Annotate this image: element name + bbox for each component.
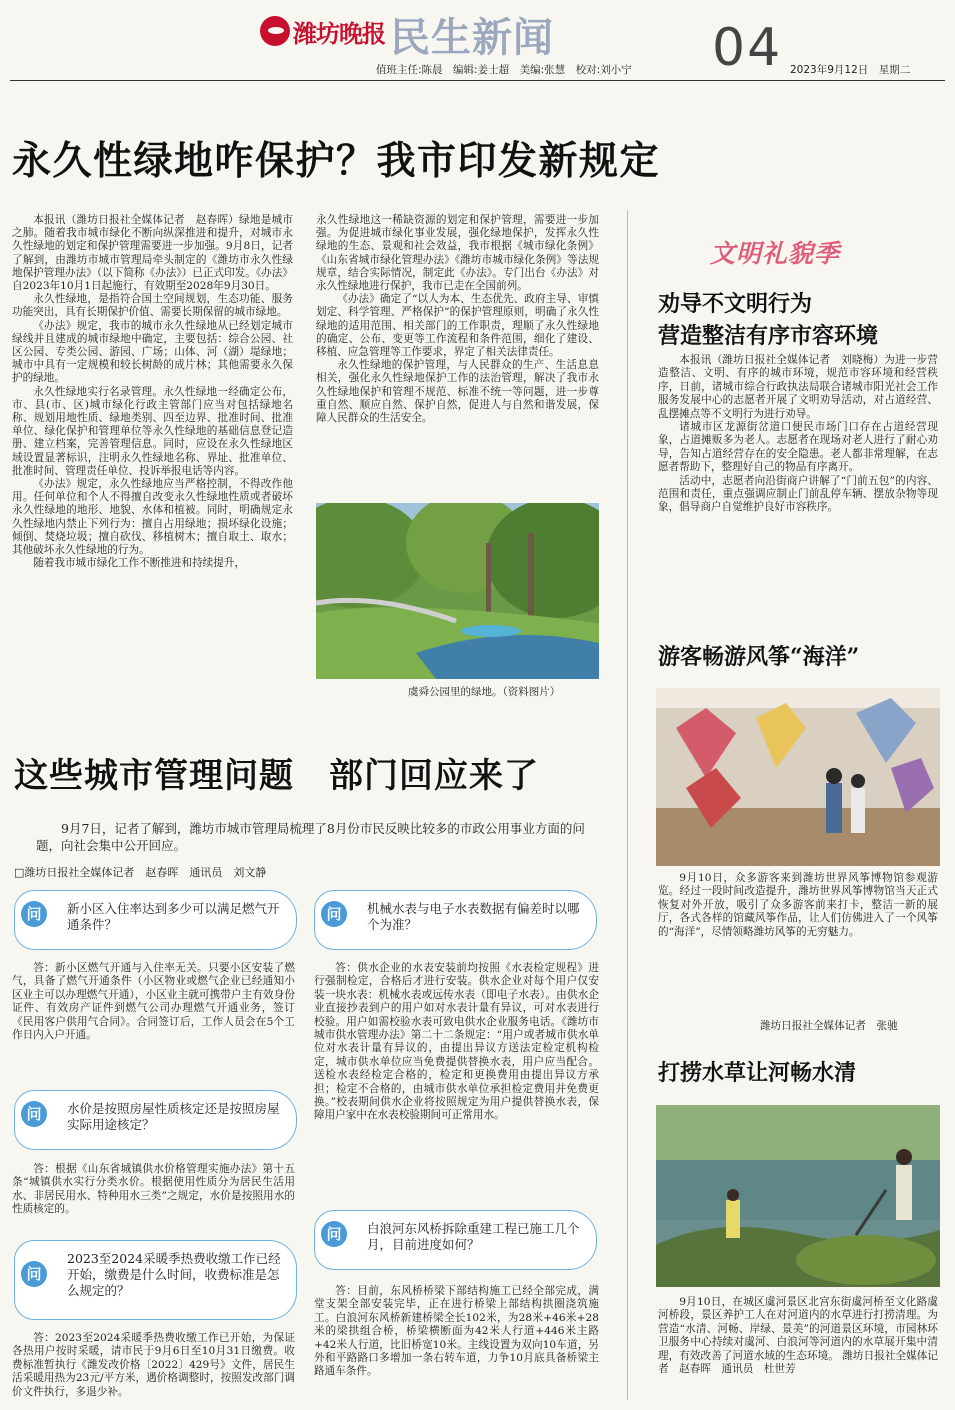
- answer-text: 答：新小区燃气开通与入住率无关。只要小区安装了燃气，具备了燃气开通条件（小区物业或燃气企业已经通知小区业主可以办理燃气开通），小区业主就可携带户主有效身份证件、有效房产证件到燃气公司办理燃气开通业务，签订《民用客户供用气合同》。合同签订后，工作人员会在5个工作日内入户开通。: [12, 962, 295, 1042]
- question-icon: 问: [21, 1101, 47, 1127]
- paragraph: 永久性绿地实行名录管理。永久性绿地一经确定公布，市、县(市、区)城市绿化行政主管部门应当对包括绿地名称、规划用地性质、绿地类别、四至边界、批准时间、批准单位、绿化保护和管理单位等永久性绿地的基础信息登记造册、建立档案，完善管理信息。同时，应设在永久性绿地区域设置显著标识，注明永久性绿地名称、界址、批准单位、批准时间、管理责任单位、投诉举报电话等内容。: [12, 385, 293, 477]
- sidebar-story3-title: 打捞水草让河畅水清: [658, 1060, 857, 1086]
- paragraph: 诸城市区龙源街岔道口便民市场门口存在占道经营现象，占道摊贩多为老人。志愿者在现场对老人进行了耐心劝导，告知占道经营存在的安全隐患。老人都非常理解，在志愿者帮助下，整理好自己的物品有序离开。: [658, 421, 938, 474]
- question-bubble: [14, 890, 297, 950]
- article2-lead: [36, 820, 596, 854]
- park-photo: [316, 503, 599, 679]
- river-cleanup-photo: [656, 1105, 940, 1287]
- paragraph: 《办法》规定，永久性绿地应当严格控制，不得改作他用。任何单位和个人不得擅自改变永久性绿地性质或者破坏永久性绿地的地形、地貌、水体和植被。同时，明确规定永久性绿地内禁止下列行为：擅自占用绿地；损坏绿化设施；倾倒、焚烧垃圾；擅自砍伐、移植树木；擅自取土、取水；其他破坏永久性绿地的行为。: [12, 478, 293, 557]
- article1-headline: 永久性绿地咋保护？我市印发新规定: [12, 139, 661, 184]
- question-text: 2023至2024采暖季热费收缴工作已经开始，缴费是什么时间，收费标准是怎么规定的？: [67, 1251, 281, 1298]
- answer-text: 答：供水企业的水表安装前均按照《水表检定规程》进行强制检定，合格后才进行安装。供水企业对每个用户仅安装一块水表：机械水表或远传水表（即电子水表）。由供水企业直接抄表到户的用户如对水表计量有异议，可对水表进行校验。用户如需校验水表可致电供水企业服务电话。《潍坊市城市供水管理办法》第二十二条规定：“用户或者城市供水单位对水表计量有异议的，由提出异议方送法定检定机构检定，城市供水单位应当免费提供替换水表，用户应当配合。送检水表经检定合格的，检定和更换费用由提出异议方承担；检定不合格的，由城市供水单位承担检定费用并免费更换。”校表期间供水企业将按照规定为用户提供替换水表，保障用户家中在水表校验期间可正常用水。: [314, 962, 599, 1122]
- title-line: 营造整洁有序市容环境: [658, 323, 879, 349]
- paragraph: 《办法》确定了“以人为本、生态优先、政府主导、审慎划定、科学管理、严格保护”的保护管理原则，明确了永久性绿地的适用范围、相关部门的工作职责，理顺了永久性绿地的确定、公布、变更等工作流程和条件范围，细化了建设、移植、应急管理等工作要求，界定了相关法律责任。: [316, 293, 599, 359]
- answer-text: 答：目前，东风桥桥梁下部结构施工已经全部完成，满堂支架全部安装完毕，正在进行桥梁上部结构拱圈浇筑施工。白浪河东风桥新建桥梁全长102米，为28米+46米+28米的梁拱组合桥，桥梁横断面为42米人行道+446米主路+42米人行道，比旧桥宽10米。主线设置为双向10车道，另外和平路路口多增加一条右转车道，力争10月底具备桥梁主路通车条件。: [314, 1285, 599, 1378]
- question-bubble: [314, 1210, 597, 1270]
- river-cleanup-illustration-icon: [656, 1105, 940, 1287]
- river-photo-caption: [658, 1296, 938, 1376]
- question-bubble: [314, 890, 597, 950]
- question-icon: 问: [21, 901, 47, 927]
- section-title: 民生新闻: [390, 14, 554, 61]
- answer-text: 答：2023至2024采暖季热费收缴工作已开始，为保证各热用户按时采暖，请市民于9月6日至10月31日缴费。收费标准暂执行《潍发改价格〔2022〕429号》文件，居民生活采暖用热为23元/平方米，遇价格调整时，按照发改部门调价文件执行，多退少补。: [12, 1332, 295, 1398]
- article1-column-2: [316, 214, 599, 425]
- paragraph: 永久性绿地的保护管理，与人民群众的生产、生活息息相关，强化永久性绿地保护工作的法治管理，解决了我市永久性绿地保护和管理不规范、标准不统一等问题，进一步尊重自然、顺应自然、保护自然，促进人与自然和谐发展，保障人民群众的生活安全。: [316, 359, 599, 425]
- lead-text: 9月7日，记者了解到，潍坊市城市管理局梳理了8月份市民反映比较多的市政公用事业方面的问题，向社会集中公开回应。: [36, 821, 585, 853]
- kite-museum-illustration-icon: [656, 688, 940, 866]
- sidebar-divider: [627, 210, 628, 1400]
- park-illustration-icon: [316, 503, 599, 679]
- question-bubble: [14, 1240, 297, 1320]
- river-photo-credit: 潍坊日报社全媒体记者 赵春晖 通讯员 杜世芳: [658, 1349, 939, 1376]
- paragraph: 随着我市城市绿化工作不断推进和持续提升，: [33, 557, 246, 570]
- sidebar-story2-title: 游客畅游风筝“海洋”: [658, 644, 860, 670]
- paragraph: 永久性绿地这一稀缺资源的划定和保护管理，需要进一步加强。为促进城市绿化事业发展，强化绿地保护，发挥永久性绿地的生态、景观和社会效益，我市根据《城市绿化条例》《山东省城市绿化管理办法》《潍坊市城市绿化条例》等法规规章，结合实际情况，制定此《办法》。专门出台《办法》对永久性绿地进行保护，我市已走在全国前列。: [316, 214, 599, 293]
- sidebar-story1-title: [658, 288, 878, 352]
- question-icon: 问: [21, 1261, 47, 1287]
- kite-museum-photo: [656, 688, 940, 866]
- campaign-logo: 文明礼貌季: [710, 239, 841, 268]
- article1-column-1: [12, 214, 293, 570]
- park-photo-caption: 虞舜公园里的绿地。（资料图片）: [408, 686, 561, 698]
- title-line: 劝导不文明行为: [658, 291, 813, 317]
- newspaper-logo: 潍坊晚报: [293, 19, 385, 48]
- article2-byline: □潍坊日报社全媒体记者 赵春晖 通讯员 刘文静: [14, 866, 267, 879]
- masthead-divider: [10, 80, 945, 81]
- caption-text: 9月10日，在城区虞河景区北宫东街虞河桥至文化路虞河桥段，景区养护工人在对河道内的水草进行打捞清理。为营造“水清、河畅、岸绿、景美”的河道景区环境，市园林环卫服务中心持续对虞河、白浪河等河道内的水草展开集中清理，有效改善了河道水域的生态环境。: [658, 1296, 938, 1362]
- question-text: 机械水表与电子水表数据有偏差时以哪个为准？: [367, 901, 580, 932]
- question-text: 水价是按照房屋性质核定还是按照房屋实际用途核定？: [67, 1101, 280, 1132]
- question-icon: 问: [321, 901, 347, 927]
- editor-credits: 值班主任:陈晨 编辑:姜士超 美编:张慧 校对:刘小宁: [376, 64, 632, 76]
- paragraph: 本报讯（潍坊日报社全媒体记者 刘晓梅）为进一步营造整洁、文明、有序的城市环境，规范市容环境和经营秩序，日前，诸城市综合行政执法局联合诸城市阳光社会工作服务发展中心的志愿者开展了文明劝导活动，对占道经营、乱摆摊点等不文明行为进行劝导。: [658, 354, 938, 420]
- page-number: 04: [712, 18, 783, 78]
- article2-headline: 这些城市管理问题 部门回应来了: [14, 756, 539, 796]
- question-text: 新小区入住率达到多少可以满足燃气开通条件？: [67, 901, 280, 932]
- question-bubble: [14, 1090, 297, 1150]
- newspaper-logo-icon: [260, 16, 290, 46]
- issue-date: 2023年9月12日 星期二: [790, 64, 911, 76]
- caption-text: 9月10日，众多游客来到潍坊世界风筝博物馆参观游览。经过一段时间改造提升，潍坊世界风筝博物馆当天正式恢复对外开放，吸引了众多游客前来打卡，整洁一新的展厅，各式各样的馆藏风筝作品，让人们仿佛进入了一个风筝的“海洋”，尽情领略潍坊风筝的无穷魅力。: [658, 872, 938, 938]
- answer-text: 答：根据《山东省城镇供水价格管理实施办法》第十五条“城镇供水实行分类水价。根据使用性质分为居民生活用水、非居民用水、特种用水三类”之规定，水价是按照用水的性质核定的。: [12, 1163, 295, 1216]
- question-text: 白浪河东风桥拆除重建工程已施工几个月，目前进度如何？: [367, 1221, 580, 1252]
- kite-photo-caption: [658, 872, 938, 939]
- sidebar-story1-body: [658, 354, 938, 515]
- kite-photo-credit: 潍坊日报社全媒体记者 张驰: [760, 1020, 898, 1032]
- paragraph: 活动中，志愿者向沿街商户讲解了“门前五包”的内容、范围和责任，重点强调应制止门前乱停车辆、摆放杂物等现象，倡导商户自觉维护良好市容秩序。: [658, 474, 938, 514]
- paragraph: 《办法》规定，我市的城市永久性绿地从已经划定城市绿线并且建成的城市绿地中确定，主要包括：综合公园、社区公园、专类公园、游园、广场；山体、河（湖）堤绿地；城市中具有一定规模和较长树龄的成片林；其他需要永久保护的绿地。: [12, 319, 293, 385]
- question-icon: 问: [321, 1221, 347, 1247]
- paragraph: 本报讯（潍坊日报社全媒体记者 赵春晖）绿地是城市之肺。随着我市城市绿化不断向纵深推进和提升，对城市永久性绿地的划定和保护管理需要进一步加强。9月8日，记者了解到，由潍坊市城市管理局牵头制定的《潍坊市永久性绿地保护管理办法》（以下简称《办法》）已正式印发。《办法》自2023年10月1日起施行，有效期至2028年9月30日。: [12, 214, 293, 293]
- paragraph: 永久性绿地，是指符合国土空间规划，生态功能、服务功能突出，具有长期保护价值、需要长期保留的城市绿地。: [12, 293, 293, 319]
